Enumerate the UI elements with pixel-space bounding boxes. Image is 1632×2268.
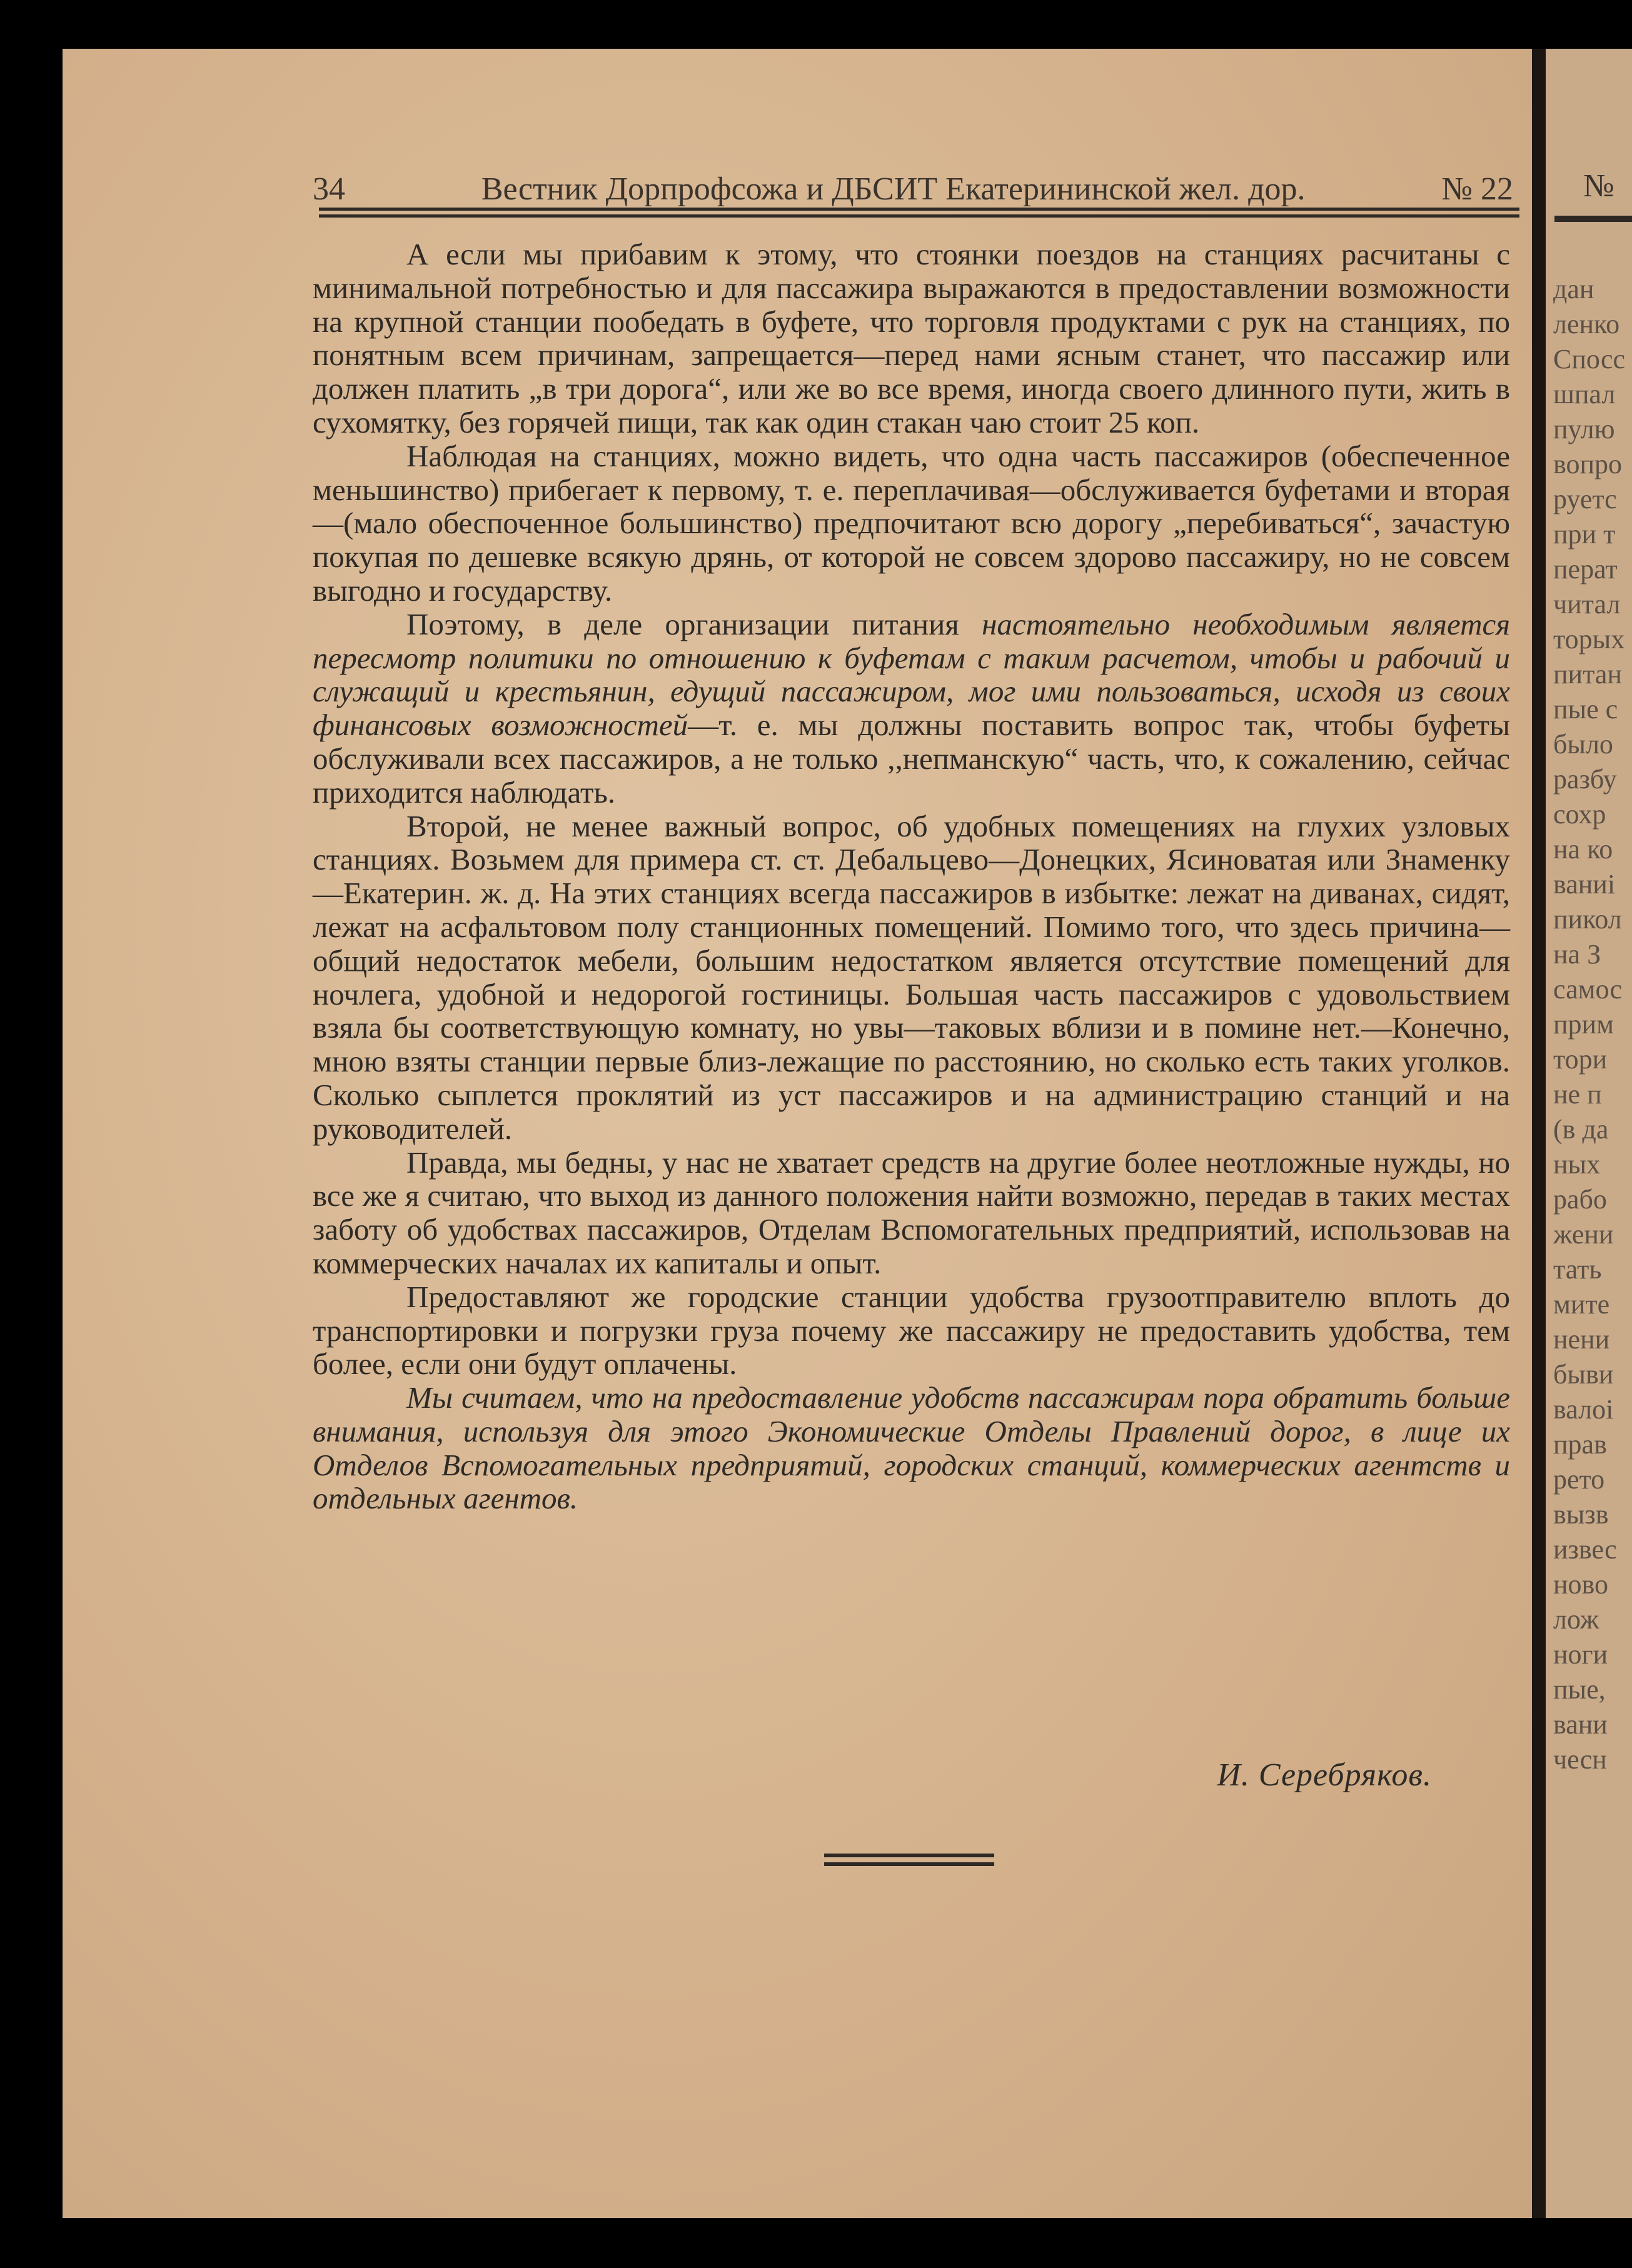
adjacent-page-fragment: прим <box>1553 1009 1614 1040</box>
article-body <box>313 238 1510 1515</box>
adjacent-page-fragment: жени <box>1553 1219 1614 1250</box>
adjacent-page-fragment: вани <box>1553 1709 1608 1740</box>
adjacent-page-fragment: рето <box>1553 1464 1605 1495</box>
adjacent-page-fragment: быви <box>1553 1359 1614 1390</box>
adjacent-page-fragment: нени <box>1553 1324 1610 1355</box>
adjacent-page-fragment: ново <box>1553 1569 1609 1600</box>
adjacent-page-fragment: (в да <box>1553 1114 1609 1145</box>
adjacent-page-fragment: самос <box>1553 974 1623 1005</box>
adjacent-page-fragment: читал <box>1553 589 1621 620</box>
paragraph-2: Наблюдая на станциях, можно видеть, что одна часть пассажиров (обеспеченное меньшинство) прибегает к первому, т. е. переплачивая—обслуживается буфетами и вторая—(мало обеспоченное большинство) предпочитают всю дорогу „перебиваться“, зачастую покупая по дешевке всякую дрянь, от которой не совсем здорово пассажиру, но не совсем выгодно и государству. <box>313 438 1510 608</box>
adjacent-page-fragment: шпал <box>1553 379 1616 409</box>
paragraph-6: Предоставляют же городские станции удобства грузоотправителю вплоть до транспортировки и погрузки груза почему же пассажиру не предоставить удобства, тем более, если они будут оплачены. <box>313 1279 1510 1382</box>
adjacent-page-fragment: при т <box>1553 519 1616 549</box>
adjacent-page-fragment: прав <box>1553 1429 1607 1460</box>
adjacent-page-fragment: тори <box>1553 1044 1608 1075</box>
paragraph-3-end: —т. е. мы должны поставить вопрос так, чтобы буфеты обслуживали всех пассажиров, а не только ,,непманскую“ часть, что, к сожалению, сейчас приходится наблюдать. <box>313 708 1510 810</box>
adjacent-page-fragment: тать <box>1553 1254 1602 1285</box>
adjacent-page-fragment: руетс <box>1553 484 1617 514</box>
adjacent-page-fragment: сохр <box>1553 799 1606 830</box>
adjacent-page-fragment: ваниі <box>1553 869 1616 900</box>
issue-number: № 22 <box>1441 171 1513 207</box>
adjacent-page-fragment: не п <box>1553 1079 1602 1110</box>
adjacent-page-fragment: перат <box>1553 554 1618 585</box>
adjacent-page-rule <box>1554 216 1632 222</box>
adjacent-page-fragment: было <box>1553 729 1613 760</box>
header-rule <box>319 208 1519 218</box>
adjacent-page-fragment: вызв <box>1553 1499 1609 1530</box>
adjacent-page-text <box>1546 272 1632 1777</box>
page-header <box>313 158 1513 208</box>
paragraph-3-emphasis: настоятельно необходимым является пересмотр политики по отношению к буфетам с таким расчетом, чтобы и рабочий и служащий и крестьянин, едущий пассажиром, мог ими пользоваться, исходя из своих финансовых возможностей <box>313 606 1510 743</box>
conclusion-text: Мы считаем, что на предоставление удобств пассажирам пора обратить больше внимания, используя для этого Экономические Отделы Правлений дорог, в лице их Отделов Вспомогательных предприятий, городских станций, коммерческих агентств и отдельных агентов. <box>313 1380 1510 1516</box>
paragraph-4: Второй, не менее важный вопрос, об удобных помещениях на глухих узловых станциях. Возьмем для примера ст. ст. Дебальцево—Донецких, Ясиноватая или Знаменку—Екатерин. ж. д. На этих станциях всегда пассажиров в избытке: лежат на диванах, сидят, лежат на асфальтовом полу станционных помещений. Помимо того, что здесь причина—общий недостаток мебели, большим недостатком является отсутствие помещений для ночлега, удобной и недорогой гостиницы. Большая часть пассажиров с удовольствием взяла бы соответствующую комнату, но увы—таковых вблизи и в помине нет.—Конечно, мною взяты станции первые близ-лежащие по расстоянию, но сколько есть таких уголков. Сколько сыплется проклятий из уст пассажиров и на администрацию станций и на руководителей. <box>313 808 1510 1146</box>
adjacent-page-fragment: пикол <box>1553 904 1622 935</box>
end-rule <box>824 1854 994 1866</box>
paragraph-1: А если мы прибавим к этому, что стоянки поездов на станциях расчитаны с минимальной потребностью и для пассажира выражаются в предоставлении возможности на крупной станции пообедать в буфете, что торговля продуктами с рук на станциях, по понятным всем причинам, запрещается—перед нами ясным станет, что пассажир или должен платить „в три дорога“, или же во все время, иногда своего длинного пути, жить в сухомятку, без горячей пищи, так как один стакан чаю стоит 25 коп. <box>313 237 1510 439</box>
adjacent-page-fragment: рабо <box>1553 1184 1607 1215</box>
adjacent-page-fragment: валоі <box>1553 1394 1614 1425</box>
adjacent-page-fragment: пые с <box>1553 694 1618 725</box>
adjacent-page-fragment: ленко <box>1553 309 1620 339</box>
paragraph-3 <box>313 608 1510 810</box>
paragraph-7 <box>313 1381 1510 1515</box>
adjacent-page-fragment: разбу <box>1553 764 1617 795</box>
author-signature: И. Серебряков. <box>1217 1757 1432 1793</box>
paragraph-5: Правда, мы бедны, у нас не хватает средств на другие более неотложные нужды, но все же я считаю, что выход из данного положения найти возможно, передав в таких местах заботу об удобствах пассажиров, Отделам Вспомогательных предприятий, использовав на коммерческих началах их капиталы и опыт. <box>313 1145 1510 1280</box>
adjacent-page-fragment: чесн <box>1553 1744 1607 1775</box>
adjacent-page-fragment: мите <box>1553 1289 1610 1320</box>
page-number: 34 <box>313 171 345 207</box>
adjacent-page-fragment: Спосс <box>1553 344 1626 374</box>
adjacent-page-fragment: лож <box>1553 1604 1599 1635</box>
adjacent-page-fragment: пые, <box>1553 1674 1606 1705</box>
journal-title: Вестник Дорпрофсожа и ДБСИТ Екатерининской жел. дор. <box>481 171 1306 207</box>
adjacent-page-fragment: извес <box>1553 1534 1617 1565</box>
adjacent-page-fragment: дан <box>1553 274 1594 304</box>
adjacent-page-fragment: на ко <box>1553 834 1613 865</box>
adjacent-page-fragment: ных <box>1553 1149 1601 1180</box>
adjacent-page-fragment: пулю <box>1553 414 1615 444</box>
adjacent-page-fragment: вопро <box>1553 449 1623 479</box>
adjacent-page-fragment: на З <box>1553 939 1601 970</box>
adjacent-page-fragment: ноги <box>1553 1639 1608 1670</box>
adjacent-page-header: № <box>1583 168 1614 204</box>
paragraph-3-start: Поэтому, в деле организации питания <box>406 606 982 641</box>
adjacent-page-fragment: торых <box>1553 624 1625 655</box>
adjacent-page-fragment: питан <box>1553 659 1622 690</box>
adjacent-page-edge <box>1532 49 1632 2218</box>
